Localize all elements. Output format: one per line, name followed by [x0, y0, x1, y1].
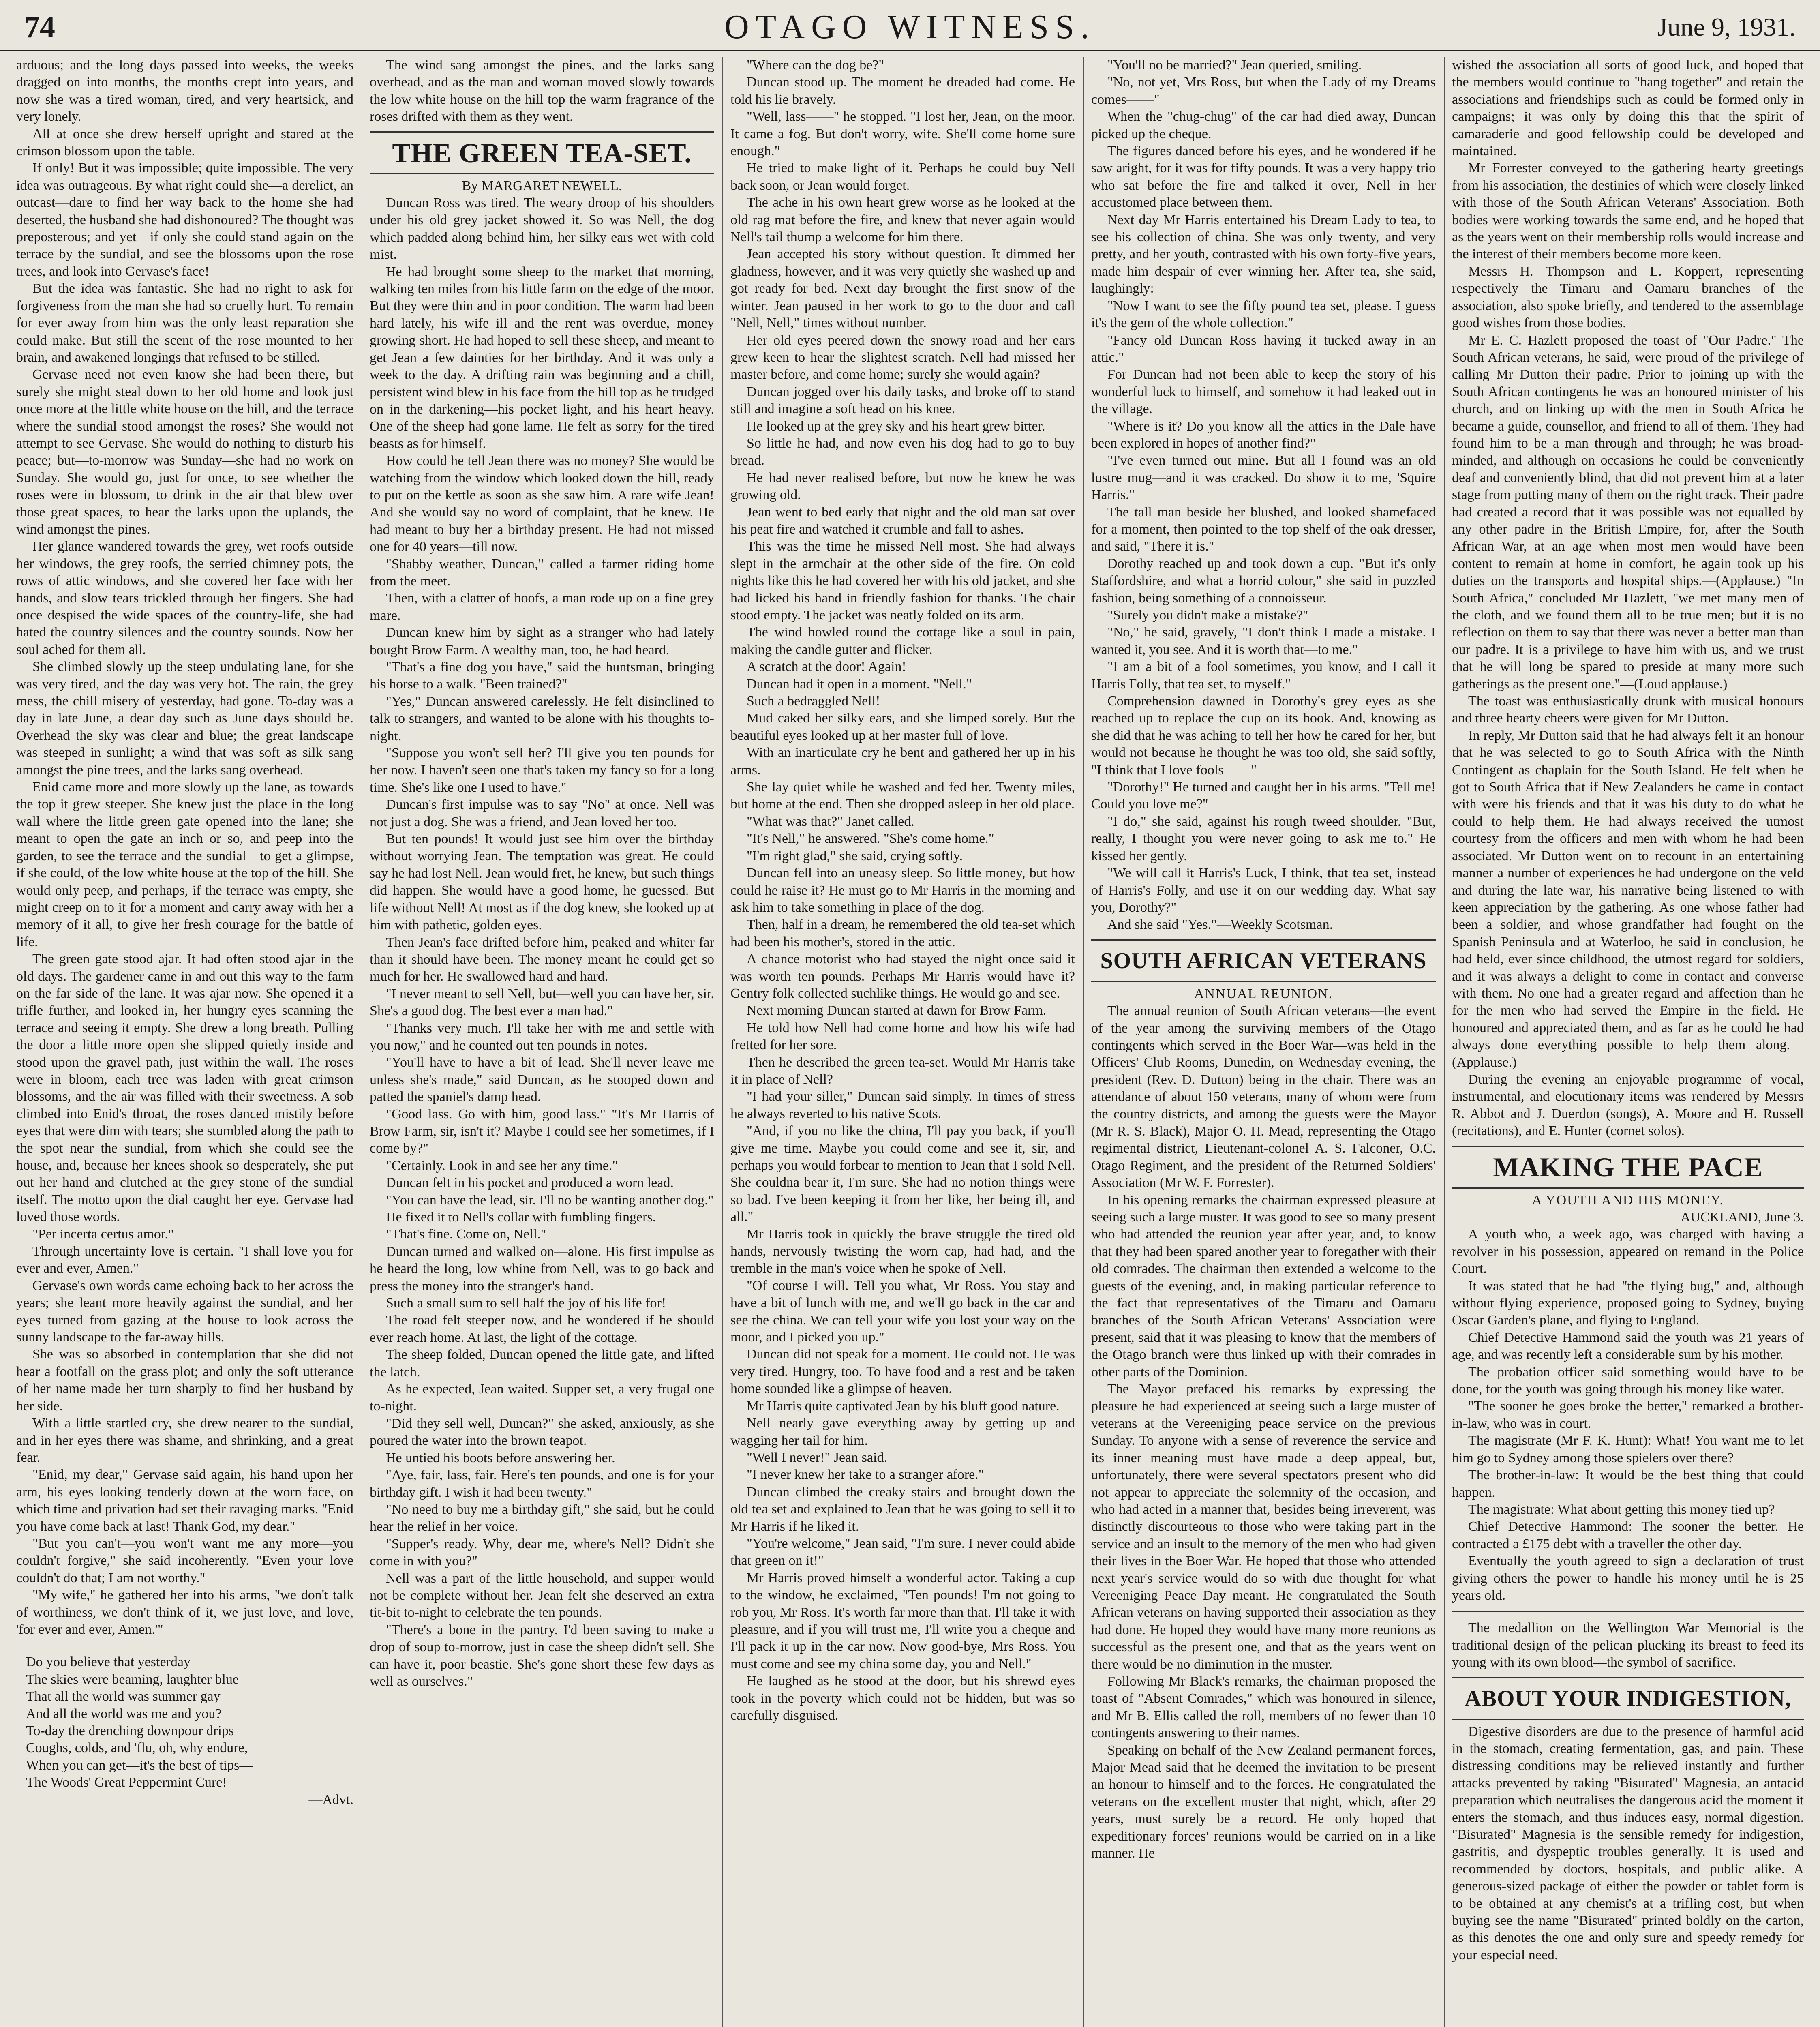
- column-5: [1452, 57, 1804, 2027]
- paragraph: As he expected, Jean waited. Supper set, a very frugal one to-night.: [370, 1382, 714, 1414]
- paragraph: "Certainly. Look in and see her any time.": [386, 1158, 618, 1173]
- paragraph: "Well I never!" Jean said.: [747, 1450, 887, 1465]
- paragraph: It was stated that he had "the flying bug," and, although without flying experience, proposed going to Sydney, buying Oscar Garden's plane, and flying to England.: [1452, 1278, 1804, 1328]
- paragraph: Duncan Ross was tired. The weary droop of his shoulders under his old grey jacket showed it. So was Nell, the dog which padded along behind him, her silky ears wet with cold mist.: [370, 195, 714, 262]
- paragraph: Such a small sum to sell half the joy of his life for!: [386, 1296, 666, 1311]
- paragraph: The ache in his own heart grew worse as he looked at the old rag mat before the fire, and knew that never again would Nell's tail thump a welcome for him there.: [730, 195, 1075, 245]
- paragraph: "Surely you didn't make a mistake?": [1107, 608, 1308, 623]
- paragraph: "There's a bone in the pantry. I'd been saving to make a drop of soup to-morrow, just in case the sheep didn't sell. She can have it, poor beastie. She's gone short these few days as well as ourselves.": [370, 1622, 714, 1689]
- paragraph: "Where can the dog be?": [747, 58, 884, 73]
- paragraph: He tried to make light of it. Perhaps he could buy Nell back soon, or Jean would forget.: [730, 161, 1075, 193]
- paragraph: "Suppose you won't sell her? I'll give you ten pounds for her now. I haven't seen one that's taken my fancy so for a long time. She's like one I used to have.": [370, 746, 714, 795]
- paragraph: Nell was a part of the little household, and supper would not be complete without her. Jean felt she deserved an extra tit-bit to-night to celebrate the ten pounds.: [370, 1571, 714, 1620]
- sundial-motto: "Per incerta certus amor.": [32, 1226, 174, 1242]
- paragraph: The wind howled round the cottage like a soul in pain, making the candle gutter and flicker.: [730, 625, 1075, 657]
- paragraph: "You can have the lead, sir. I'll no be wanting another dog.": [386, 1192, 714, 1208]
- story-byline: By MARGARET NEWELL.: [462, 178, 622, 193]
- peppermint-cure-advert: [16, 1654, 353, 1808]
- paragraph: "I had your siller," Duncan said simply. In times of stress he always reverted to his native Scots.: [730, 1089, 1075, 1121]
- advert-signature: —Advt.: [308, 1792, 353, 1807]
- paragraph: And she said "Yes."—Weekly Scotsman.: [1107, 917, 1333, 932]
- paragraph: So little he had, and now even his dog had to go to buy bread.: [730, 435, 1075, 468]
- story-headline: MAKING THE PACE: [1492, 1151, 1763, 1183]
- paragraph: Messrs H. Thompson and L. Koppert, representing respectively the Timaru and Oamaru branches of the association, also spoke briefly, and tendered to the assemblage good wishes from those bodies.: [1452, 264, 1804, 331]
- paragraph: Mr Harris quite captivated Jean by his bluff good nature.: [747, 1398, 1060, 1414]
- paragraph: Dorothy reached up and took down a cup. "But it's only Staffordshire, and what a horrid colour," she said in puzzled fashion, being something of a connoisseur.: [1091, 556, 1436, 606]
- paragraph: "Yes," Duncan answered carelessly. He felt disinclined to talk to strangers, and wanted to be alone with his thoughts to-night.: [370, 694, 714, 744]
- paper-title: OTAGO WITNESS.: [724, 8, 1096, 46]
- paragraph: "What was that?" Janet called.: [747, 814, 914, 829]
- paragraph: Then, with a clatter of hoofs, a man rode up on a fine grey mare.: [370, 591, 714, 623]
- paragraph: Speaking on behalf of the New Zealand permanent forces, Major Mead said that he deemed the invitation to be present an honour to himself and to the forces. He congratulated the veterans on the excellent muster that night, which, after 29 years, must surely be a record. He only hoped that expeditionary forces' reunions would be carried on in a like manner. He: [1091, 1742, 1436, 1861]
- paragraph: "You'll have to have a bit of lead. She'll never leave me unless she's made," said Duncan, as he stooped down and patted the spaniel's damp head.: [370, 1055, 714, 1105]
- paragraph: With a little startled cry, she drew nearer to the sundial, and in her eyes there was shame, and shrinking, and a great fear.: [16, 1416, 353, 1465]
- column-1: [16, 57, 353, 2027]
- paragraph: But the idea was fantastic. She had no right to ask for forgiveness from the man she had so cruelly hurt. To remain for ever away from him was the only least reparation she could make. But still the scent of the rose mounted to her brain, and awakened longings that refused to be stilled.: [16, 281, 353, 365]
- paragraph: "That's fine. Come on, Nell.": [386, 1227, 546, 1242]
- paragraph: She lay quiet while he washed and fed her. Twenty miles, but home at the end. Then she dropped asleep in her old place.: [730, 780, 1075, 812]
- column-rule: [722, 57, 723, 2027]
- paragraph: In reply, Mr Dutton said that he had always felt it an honour that he was selected to go to South Africa with the Ninth Contingent as chaplain for the South Island. He felt when he got to South Africa that if New Zealanders he came in contact with were his friends and that it was his duty to do what he could to help them. He had always received the utmost courtesy from the officers and men with whom he had been associated. Mr Dutton went on to recount in an entertaining manner a number of experiences he had undergone on the veld and during the late war, his narrative being listened to with keen appreciation by the gathering. As one whose father had been a soldier, and whose grandfather had fought on the Spanish Peninsula and at Waterloo, he said in conclusion, he had held, ever since childhood, the utmost regard for soldiers, and it was always a delight to come in contact and converse with them. No one had a greater regard and affection than he for the men who had served the Empire in the field. He honoured and appreciated them, and as far as he could he had always done everything possible to help them along.—(Applause.): [1452, 728, 1804, 1070]
- paragraph: Duncan knew him by sight as a stranger who had lately bought Brow Farm. A wealthy man, too, he had heard.: [370, 625, 714, 658]
- paragraph: But ten pounds! It would just see him over the birthday without worrying Jean. The temptation was great. He could say he had lost Nell. Jean would fret, he knew, but such things did happen. She would have a good home, he guessed. But life without Nell! At most as if the dog knew, she looked up at him with pathetic, golden eyes.: [370, 831, 714, 933]
- advert-line: And all the world was me and you?: [26, 1706, 222, 1721]
- paragraph: How could he tell Jean there was no money? She would be watching from the window which looked down the hill, ready to put on the kettle as soon as she saw him. A rare wife Jean! And she would say no word of complaint, that he knew. He had meant to buy her a birthday present. He had not missed one for 40 years—till now.: [370, 453, 714, 555]
- paragraph: Next day Mr Harris entertained his Dream Lady to tea, to see his collection of china. She was only twenty, and very pretty, and her youth, contrasted with his own forty-five years, made him despair of ever winning her. After tea, she said, laughingly:: [1091, 212, 1436, 296]
- paragraph: "You're welcome," Jean said, "I'm sure. I never could abide that green on it!": [730, 1536, 1075, 1568]
- paragraph: The wind sang amongst the pines, and the larks sang overhead, and as the man and woman moved slowly towards the low white house on the hill top the warm fragrance of the roses drifted with them as they went.: [370, 58, 714, 124]
- story-headline: THE GREEN TEA-SET.: [392, 137, 692, 168]
- paragraph: The magistrate (Mr F. K. Hunt): What! You want me to let him go to Sydney among those spielers over there?: [1452, 1433, 1804, 1466]
- paragraph: "I do," she said, against his rough tweed shoulder. "But, really, I thought you were never going to ask me to." He kissed her gently.: [1091, 814, 1436, 864]
- paragraph: Eventually the youth agreed to sign a declaration of trust giving others the power to handle his money until he is 25 years old.: [1452, 1553, 1804, 1603]
- paragraph: The tall man beside her blushed, and looked shamefaced for a moment, then pointed to the top shelf of the oak dresser, and said, "There it is.": [1091, 504, 1436, 554]
- paragraph: Then Jean's face drifted before him, peaked and whiter far than it should have been. The money meant he could get so much for her. He swallowed hard and hard.: [370, 934, 714, 984]
- paragraph: Next morning Duncan started at dawn for Brow Farm.: [747, 1003, 1047, 1018]
- advert-line: To-day the drenching downpour drips: [26, 1723, 234, 1738]
- paragraph: The annual reunion of South African veterans—the event of the year among the surviving members of the Otago contingents which served in the Boer War—was held in the Officers' Club Rooms, Dunedin, on Wednesday evening, the president (Rev. D. Dutton) being in the chair. There was an attendance of about 150 veterans, many of whom were from the country districts, and among the guests were the Mayor (Mr R. S. Black), Major O. H. Mead, representing the Otago regimental district, Lieutenant-colonel A. S. Falconer, O.C. Otago Regiment, and the president of the Returned Soldiers' Association (Mr W. F. Forrester).: [1091, 1003, 1436, 1191]
- paragraph: "I never knew her take to a stranger afore.": [747, 1467, 984, 1483]
- paragraph: The toast was enthusiastically drunk with musical honours and three hearty cheers were given for Mr Dutton.: [1452, 694, 1804, 726]
- paragraph: Comprehension dawned in Dorothy's grey eyes as she reached up to replace the cup on its hook. And, knowing as she did that he was aching to tell her how he cared for her, but would not because he thought he was too old, she said softly, "I think that I love fools——": [1091, 694, 1436, 778]
- paragraph: He looked up at the grey sky and his heart grew bitter.: [747, 418, 1045, 434]
- paragraph: He laughed as he stood at the door, but his shrewd eyes took in the poverty which could not be hidden, but was so carefully disguised.: [730, 1673, 1075, 1723]
- paragraph: arduous; and the long days passed into weeks, the weeks dragged on into months, the months crept into years, and now she was a tired woman, tired, and very heartsick, and very lonely.: [16, 58, 353, 124]
- paragraph: "No need to buy me a birthday gift," she said, but he could hear the relief in her voice.: [370, 1502, 714, 1534]
- story-headline: SOUTH AFRICAN VETERANS: [1100, 948, 1427, 973]
- paragraph: He untied his boots before answering her.: [386, 1450, 615, 1466]
- paragraph: "Did they sell well, Duncan?" she asked, anxiously, as she poured the water into the brown teapot.: [370, 1416, 714, 1448]
- paragraph: She climbed slowly up the steep undulating lane, for she was very tired, and the day was very hot. The rain, the grey mess, the chill misery of yesterday, had gone. To-day was a day in late June, a dear day such as June days should be. Overhead the sky was clear and blue; the great landscape was steeped in sunlight; a wind that was soft as silk sang amongst the pine trees, and the larks sang overhead.: [16, 659, 353, 778]
- paragraph: The probation officer said something would have to be done, for the youth was going through his money like water.: [1452, 1364, 1804, 1397]
- paragraph: Nell nearly gave everything away by getting up and wagging her tail for him.: [730, 1416, 1075, 1448]
- story-dateline: AUCKLAND, June 3.: [1680, 1210, 1804, 1225]
- paragraph: "The sooner he goes broke the better," remarked a brother-in-law, who was in court.: [1452, 1399, 1804, 1431]
- paragraph: "Aye, fair, lass, fair. Here's ten pounds, and one is for your birthday gift. I wish it had been twenty.": [370, 1468, 714, 1500]
- advert-line: Do you believe that yesterday: [26, 1654, 191, 1670]
- column-3: [730, 57, 1075, 2027]
- paragraph: "Where is it? Do you know all the attics in the Dale have been explored in hopes of another find?": [1091, 418, 1436, 451]
- paragraph: Duncan climbed the creaky stairs and brought down the old tea set and explained to Jean that he was going to sell it to Mr Harris if he liked it.: [730, 1484, 1075, 1534]
- advert-line: When you can get—it's the best of tips—: [26, 1757, 253, 1773]
- paragraph: The road felt steeper now, and he wondered if he should ever reach home. At last, the light of the cottage.: [370, 1313, 714, 1345]
- headline-box: [1452, 1677, 1804, 1720]
- paragraph: The sheep folded, Duncan opened the little gate, and lifted the latch.: [370, 1347, 714, 1380]
- advert-line: The Woods' Great Peppermint Cure!: [26, 1775, 227, 1790]
- paragraph: The medallion on the Wellington War Memorial is the traditional design of the pelican plucking its breast to feed its young with its own blood—the symbol of sacrifice.: [1452, 1620, 1804, 1670]
- paragraph: "I am a bit of a fool sometimes, you know, and I call it Harris Folly, that tea set, to myself.": [1091, 659, 1436, 692]
- paragraph: "I never meant to sell Nell, but—well you can have her, sir. She's a good dog. The best ever a man had.": [370, 986, 714, 1019]
- paragraph: He had brought some sheep to the market that morning, walking ten miles from his little farm on the edge of the moor. But they were thin and in poor condition. The warm had been hard lately, his wife ill and the rent was overdue, money growing short. He had hoped to sell these sheep, and meant to get Jean a few dainties for her birthday. And it was only a week to the day. A drifting rain was beginning and a chill, persistent wind blew in his face from the hill top as he trudged on in the darkening—his pocket light, and his heart heavy. One of the sheep had gone lame. He felt as sorry for the tired beasts as for himself.: [370, 264, 714, 451]
- paragraph: Enid came more and more slowly up the lane, as towards the top it grew steeper. She knew just the place in the long wall where the little green gate opened into the lane; she meant to open the gate an inch or so, and peep into the garden, to see the terrace and the sundial—to get a glimpse, if she could, of the low white house at the top of the hill. She would only peep, and perhaps, if the terrace was empty, she might creep on to it for a moment and carry away with her a memory of it all, to give her fresh courage for the battle of life.: [16, 780, 353, 949]
- paragraph: "Now I want to see the fifty pound tea set, please. I guess it's the gem of the whole collection.": [1091, 298, 1436, 331]
- advert-line: Coughs, colds, and 'flu, oh, why endure,: [26, 1740, 248, 1756]
- paragraph: Duncan's first impulse was to say "No" at once. Nell was not just a dog. She was a friend, and Jean loved her too.: [370, 797, 714, 829]
- paragraph: This was the time he missed Nell most. She had always slept in the armchair at the other side of the fire. On cold nights like this he had covered her with his old jacket, and she had licked his hand in friendly fashion for thanks. The chair stood empty. The jacket was neatly folded on its arm.: [730, 539, 1075, 623]
- paragraph: "My wife," he gathered her into his arms, "we don't talk of worthiness, we don't think of it, we just love, and love, 'for ever and ever, Amen.'": [16, 1588, 353, 1637]
- paragraph: Duncan turned and walked on—alone. His first impulse as he heard the long, low whine from Nell, was to go back and press the money into the stranger's hand.: [370, 1244, 714, 1294]
- paragraph: A chance motorist who had stayed the night once said it was worth ten pounds. Perhaps Mr Harris would have it? Gentry folk collected suchlike things. He would go and see.: [730, 951, 1075, 1001]
- paragraph: Mr Harris proved himself a wonderful actor. Taking a cup to the window, he exclaimed, "Ten pounds! I'm not going to rob you, Mr Ross. It's worth far more than that. I'll take it with pleasure, and if you will trust me, I'll write you a cheque and I'll pack it up in the car now. Now good-bye, Mrs Ross. You must come and see my china some day, you and Nell.": [730, 1570, 1075, 1671]
- paragraph: "Supper's ready. Why, dear me, where's Nell? Didn't she come in with you?": [370, 1536, 714, 1569]
- paragraph: He fixed it to Nell's collar with fumbling fingers.: [386, 1210, 656, 1225]
- paragraph: "No," he said, gravely, "I don't think I made a mistake. I wanted it, you see. And it is worth that—to me.": [1091, 625, 1436, 657]
- paragraph: "Thanks very much. I'll take her with me and settle with you now," and he counted out ten pounds in notes.: [370, 1020, 714, 1053]
- paragraph: If only! But it was impossible; quite impossible. The very idea was outrageous. By what right could she—a derelict, an outcast—dare to find her way back to the home she had deserted, the husband she had dishonoured? The thought was preposterous; and yet—if only she could stand again on the terrace by the sundial, and see the blossoms upon the rose trees, and look into Gervase's face!: [16, 161, 353, 279]
- paragraph: Mr E. C. Hazlett proposed the toast of "Our Padre." The South African veterans, he said, were proud of the privilege of calling Mr Dutton their padre. Prior to joining up with the South African contingents he was an honoured minister of his church, and on linking up with the men in South Africa he became a guide, counsellor, and friend to all of them. They had found him to be a man through and through; he was broad-minded, and although on occasions he could be conveniently deaf and conveniently blind, that did not prevent him at a later stage from putting many of them on the right track. Their padre had created a record that it was possible was not equalled by any other padre in the British Empire, for, after the South African War, at an age when most men would have been content to remain at home in comfort, he again took up his duties on the transports and hospital ships.—(Applause.) "In South Africa," concluded Mr Hazlett, "we met many men of the cloth, and we found them all to be true men; but it is no reflection on them to say that there was never a better man than our padre. It is a privilege to have him with us, and we trust that he will long be spared to preside at many more such gatherings as the present one."—(Loud applause.): [1452, 332, 1804, 692]
- paragraph: Duncan fell into an uneasy sleep. So little money, but how could he raise it? He must go to Mr Harris in the morning and ask him to take something in place of the dog.: [730, 866, 1075, 915]
- divider: [1452, 1611, 1804, 1612]
- paragraph: Duncan had it open in a moment. "Nell.": [747, 676, 972, 692]
- headline-box: [370, 131, 714, 174]
- story-subhead: A YOUTH AND HIS MONEY.: [1532, 1192, 1724, 1208]
- paragraph: "Good lass. Go with him, good lass." "It's Mr Harris of Brow Farm, sir, isn't it? Maybe I could see her sometimes, if I come by?": [370, 1106, 714, 1156]
- paragraph: Chief Detective Hammond: The sooner the better. He contracted a £175 debt with a traveller the other day.: [1452, 1519, 1804, 1551]
- paragraph: "But you can't—you won't want me any more—you couldn't forgive," she said incoherently. "Even your love couldn't do that; I am not worthy.": [16, 1536, 353, 1586]
- paragraph: When the "chug-chug" of the car had died away, Duncan picked up the cheque.: [1091, 109, 1436, 141]
- paragraph: "No, not yet, Mrs Ross, but when the Lady of my Dreams comes——": [1091, 75, 1436, 107]
- paragraph: He told how Nell had come home and how his wife had fretted for her sore.: [730, 1020, 1075, 1053]
- paragraph: With an inarticulate cry he bent and gathered her up in his arms.: [730, 745, 1075, 778]
- paragraph: Duncan stood up. The moment he dreaded had come. He told his lie bravely.: [730, 75, 1075, 107]
- paragraph: He had never realised before, but now he knew he was growing old.: [730, 470, 1075, 503]
- paragraph: "And, if you no like the china, I'll pay you back, if you'll give me time. Maybe you could come and see it, sir, and perhaps you would forbear to mention to Jean that I sold Nell. She couldna bear it, I'm sure. She had no notion things were so bad. I've been keeping it from her like, her being ill, and all.": [730, 1123, 1075, 1225]
- paragraph: Digestive disorders are due to the presence of harmful acid in the stomach, creating fermentation, gas, and pain. These distressing conditions may be relieved instantly and further attacks prevented by taking "Bisurated" Magnesia, an antacid preparation which neutralises the dangerous acid the moment it enters the stomach, and thus induces easy, normal digestion. "Bisurated" Magnesia is the sensible remedy for indigestion, gastritis, and dyspeptic troubles generally. It is used and recommended by doctors, hospitals, and public alike. A generous-sized package of either the powder or tablet form is to be obtained at any chemist's at a trifling cost, but when buying see the name "Bisurated" printed boldly on the carton, as this denotes the one and only sure and speedy remedy for your especial need.: [1452, 1724, 1804, 1963]
- column-4: [1091, 57, 1436, 2027]
- paragraph: The brother-in-law: It would be the best thing that could happen.: [1452, 1468, 1804, 1500]
- paragraph: "Of course I will. Tell you what, Mr Ross. You stay and have a bit of lunch with me, and we'll go back in the car and see the china. We can tell your wife you lost your way on the moor, and I picked you up.": [730, 1278, 1075, 1345]
- paragraph: "Dorothy!" He turned and caught her in his arms. "Tell me! Could you love me?": [1091, 780, 1436, 812]
- paragraph: Mr Harris took in quickly the brave struggle the tired old hands, nervously twisting the worn cap, had had, and the tremble in the man's voice when he spoke of Nell.: [730, 1226, 1075, 1276]
- advert-headline: ABOUT YOUR INDIGESTION,: [1465, 1686, 1791, 1711]
- paragraph: For Duncan had not been able to keep the story of his wonderful luck to himself, and somehow it had leaked out in the village.: [1091, 367, 1436, 417]
- issue-date: June 9, 1931.: [1657, 13, 1796, 41]
- paragraph: Mr Forrester conveyed to the gathering hearty greetings from his association, the destinies of which were closely linked with those of the South African Veterans' Association. Both bodies were working towards the same end, and he hoped that as the years went on their membership rolls would increase and the interest of their members become more keen.: [1452, 161, 1804, 262]
- paragraph: Following Mr Black's remarks, the chairman proposed the toast of "Absent Comrades," which was honoured in silence, and Mr B. Ellis called the roll, members of no fewer than 10 contingents answering to their names.: [1091, 1673, 1436, 1741]
- paragraph: "Enid, my dear," Gervase said again, his hand upon her arm, his eyes looking tenderly down at the worn face, on which time and privation had set their ravaging marks. "Enid you have come back at last! Thank God, my dear.": [16, 1467, 353, 1534]
- paragraph: "Well, lass——" he stopped. "I lost her, Jean, on the moor. It came a fog. But don't worry, wife. She'll come home sure enough.": [730, 109, 1075, 159]
- advert-line: That all the world was summer gay: [26, 1689, 221, 1704]
- paragraph: The figures danced before his eyes, and he wondered if he saw aright, for it was for fifty pounds. It was a very happy trio who sat before the fire and talked it over, Nell in her accustomed place between them.: [1091, 144, 1436, 210]
- paragraph: "I'm right glad," she said, crying softly.: [747, 848, 963, 864]
- paragraph: Duncan did not speak for a moment. He could not. He was very tired. Hungry, too. To have food and a rest and be taken home sounded like a glimpse of heaven.: [730, 1347, 1075, 1397]
- paragraph: "Fancy old Duncan Ross having it tucked away in an attic.": [1091, 332, 1436, 365]
- paragraph: "It's Nell," he answered. "She's come home.": [747, 831, 994, 846]
- column-2: [370, 57, 714, 2027]
- paragraph: "We will call it Harris's Luck, I think, that tea set, instead of Harris's Folly, and use it on our wedding day. What say you, Dorothy?": [1091, 866, 1436, 915]
- paragraph: wished the association all sorts of good luck, and hoped that the members would continue to "hang together" and retain the associations and friendships such as could be formed only in campaigns; it was only by doing this that the spirit of camaraderie and good fellowship could be developed and maintained.: [1452, 58, 1804, 159]
- paragraph: Mud caked her silky ears, and she limped sorely. But the beautiful eyes looked up at her master full of love.: [730, 711, 1075, 743]
- paragraph: Jean went to bed early that night and the old man sat over his peat fire and watched it crumble and fall to ashes.: [730, 504, 1075, 537]
- paragraph: Duncan jogged over his daily tasks, and broke off to stand still and imagine a soft head on his knee.: [730, 384, 1075, 417]
- headline-box: [1091, 939, 1436, 982]
- headline-box: [1452, 1146, 1804, 1189]
- paragraph: In his opening remarks the chairman expressed pleasure at seeing such a large muster. It was good to see so many present who had attended the reunion year after year, and, to know that they had been spared another year to foregather with their old comrades. The chairman then extended a welcome to the guests of the evening, and, in making particular reference to the fact that representatives of the Timaru and Oamaru branches of the South African Veterans' Association were present, said that it was pleasing to know that the members of the Otago branch were thus linked up with their comrades in other parts of the Dominion.: [1091, 1192, 1436, 1380]
- paragraph: Through uncertainty love is certain. "I shall love you for ever and ever, Amen.": [16, 1244, 353, 1276]
- paragraph: Then, half in a dream, he remembered the old tea-set which had been his mother's, stored in the attic.: [730, 917, 1075, 949]
- paragraph: Jean accepted his story without question. It dimmed her gladness, however, and it was very quietly she washed up and got ready for bed. Next day brought the first snow of the winter. Jean paused in her work to go to the door and call "Nell, Nell," times without number.: [730, 246, 1075, 331]
- paragraph: During the evening an enjoyable programme of vocal, instrumental, and elocutionary items was rendered by Messrs R. Abbot and J. Duerdon (songs), A. Moore and H. Russell (recitations), and E. Hunter (cornet solos).: [1452, 1071, 1804, 1139]
- story-subhead: ANNUAL REUNION.: [1194, 986, 1333, 1001]
- paragraph: Her glance wandered towards the grey, wet roofs outside her windows, the grey roofs, the serried chimney pots, the rows of attic windows, and she covered her face with her hands, and slow tears trickled through her fingers. She had once despised the wide spaces of the country-life, she had hated the country silences and the country sounds. Now her soul ached for them all.: [16, 539, 353, 657]
- paragraph: She was so absorbed in contemplation that she did not hear a footfall on the grass plot; and only the soft utterance of her name made her turn sharply to find her husband by her side.: [16, 1347, 353, 1414]
- paragraph: The magistrate: What about getting this money tied up?: [1468, 1502, 1775, 1517]
- paragraph: Such a bedraggled Nell!: [747, 694, 880, 709]
- paragraph: Her old eyes peered down the snowy road and her ears grew keen to hear the slightest scratch. Nell had missed her master before, and come home; surely she would again?: [730, 332, 1075, 382]
- paragraph: The green gate stood ajar. It had often stood ajar in the old days. The gardener came in and out this way to the farm on the far side of the lane. It was ajar now. She opened it a trifle further, and looked in, her hungry eyes scanning the terrace and seeing it empty. She drew a long breath. Pulling the door a little more open she slipped quietly inside and stood upon the gravel path, just within the wall. The roses were in bloom, each tree was laden with great crimson blossoms, and the air was filled with their sweetness. A sob climbed into Enid's throat, the roses danced mistily before eyes that were dim with tears; she stumbled along the path to the spot near the sundial, from which she could see the house, and, because her knees shook so desperately, she put out her hand and clutched at the grey stone of the sundial itself. The motto upon the dial caught her eye. Gervase had loved those words.: [16, 951, 353, 1225]
- paragraph: Then he described the green tea-set. Would Mr Harris take it in place of Nell?: [730, 1054, 1075, 1087]
- paragraph: All at once she drew herself upright and stared at the crimson blossom upon the table.: [16, 126, 353, 159]
- paragraph: Gervase's own words came echoing back to her across the years; she leant more heavily against the sundial, and her eyes turned from gazing at the house to look across the sunny landscape to the far-away hills.: [16, 1278, 353, 1345]
- paragraph: "Shabby weather, Duncan," called a farmer riding home from the meet.: [370, 556, 714, 589]
- page-header: [0, 0, 1820, 51]
- paragraph: Gervase need not even know she had been there, but surely she might steal down to her old home and look just once more at the little white house on the hill, and the terrace where the sundial stood amongst the roses? She would not attempt to see Gervase. She would do nothing to disturb his peace; but—to-morrow was Sunday—she had no work on Sunday. She would go, just for once, to see whether the roses were in blossom, to drink in the air that blew over those great spaces, to hear the larks upon the uplands, the wind amongst the pines.: [16, 367, 353, 537]
- paragraph: "You'll no be married?" Jean queried, smiling.: [1107, 58, 1362, 73]
- column-rule: [1083, 57, 1084, 2027]
- paragraph: Duncan felt in his pocket and produced a worn lead.: [386, 1175, 674, 1191]
- paragraph: The Mayor prefaced his remarks by expressing the pleasure he had experienced at seeing such a large muster of veterans at the Vereeniging peace service on the previous Sunday. To anyone with a sense of reverence the service and its inner meaning must have made a deep appeal, but, unfortunately, there were several spectators present who did not appear to appreciate the solemnity of the occasion, and who had acted in a manner that, besides being irreverent, was distinctly discourteous to those who were taking part in the service and an insult to the memory of the men who had given their lives in the Boer War. He hoped that those who attended next year's service would do so with due thought for what Vereeniging Peace Day meant. He congratulated the South African veterans on having supported their association as they had done. He hoped they would have many more reunions as successful as the present one, and that as the years went on there would be no diminution in the muster.: [1091, 1382, 1436, 1672]
- page-number: 74: [24, 10, 55, 44]
- advert-line: The skies were beaming, laughter blue: [26, 1671, 239, 1687]
- paragraph: A youth who, a week ago, was charged with having a revolver in his possession, appeared on remand in the Police Court.: [1452, 1227, 1804, 1277]
- paragraph: "That's a fine dog you have," said the huntsman, bringing his horse to a walk. "Been trained?": [370, 660, 714, 692]
- column-rule: [1444, 57, 1445, 2027]
- paragraph: Chief Detective Hammond said the youth was 21 years of age, and was recently left a considerable sum by his mother.: [1452, 1330, 1804, 1363]
- paragraph: A scratch at the door! Again!: [747, 659, 906, 675]
- paragraph: "I've even turned out mine. But all I found was an old lustre mug—and it was cracked. Do show it to me, 'Squire Harris.": [1091, 453, 1436, 503]
